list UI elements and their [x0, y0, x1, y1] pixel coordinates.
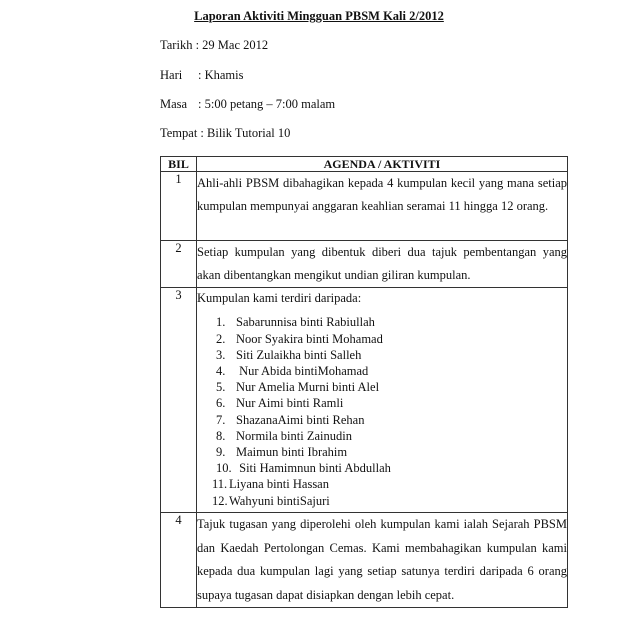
member-name: Maimun binti Ibrahim [236, 444, 348, 459]
list-item [216, 444, 567, 460]
member-name: Nur Aimi binti Ramli [236, 396, 344, 411]
row-text: Setiap kumpulan yang dibentuk diberi dua tajuk pembentangan yang akan dibentangkan mengikut undian giliran kumpulan. [197, 241, 568, 288]
meta-masa-label: Masa [160, 97, 188, 111]
meta-masa-value: : 5:00 petang – 7:00 malam [198, 97, 336, 111]
table-row [161, 288, 568, 513]
row-bil: 4 [161, 513, 197, 608]
member-number: 5. [216, 380, 226, 395]
row-members-cell [197, 288, 568, 513]
header-bil: BIL [161, 157, 197, 172]
member-number: 9. [216, 444, 226, 459]
member-number: 7. [216, 412, 226, 427]
member-name: Normila binti Zainudin [236, 428, 352, 443]
row-text: Tajuk tugasan yang diperolehi oleh kumpulan kami ialah Sejarah PBSM dan Kaedah Pertolongan Cemas. Kami membahagikan kumpulan kami kepada dua kumpulan lagi yang setiap satunya terdiri daripada 6 orang supaya tugasan dapat disiapkan dengan lebih cepat. [197, 513, 568, 608]
list-item [216, 314, 567, 330]
meta-tempat: Tempat : Bilik Tutorial 10 [160, 126, 291, 140]
meta-tarikh: Tarikh : 29 Mac 2012 [160, 38, 269, 52]
member-number: 12. [212, 493, 228, 508]
list-item [216, 363, 567, 379]
table-header-row [161, 157, 568, 172]
member-number: 6. [216, 396, 226, 411]
list-item [216, 428, 567, 444]
member-name: Sabarunnisa binti Rabiullah [236, 315, 375, 330]
list-item [216, 347, 567, 363]
row-text: Ahli-ahli PBSM dibahagikan kepada 4 kumpulan kecil yang mana setiap kumpulan mempunyai anggaran keahlian seramai 11 hingga 12 orang. [197, 172, 568, 241]
agenda-table [160, 156, 568, 608]
row-bil: 2 [161, 241, 197, 288]
list-item [212, 476, 567, 492]
list-item [216, 395, 567, 411]
member-number: 2. [216, 331, 226, 346]
member-name: Nur Amelia Murni binti Alel [236, 380, 380, 395]
list-item [216, 460, 567, 476]
list-item [216, 331, 567, 347]
member-name: Nur Abida bintiMohamad [236, 363, 369, 378]
row-bil: 3 [161, 288, 197, 513]
member-name: Noor Syakira binti Mohamad [236, 331, 383, 346]
table-row [161, 172, 568, 241]
member-number: 8. [216, 428, 226, 443]
meta-masa [160, 97, 335, 112]
meta-hari-label: Hari [160, 68, 183, 82]
table-row [161, 513, 568, 608]
member-list [197, 314, 567, 508]
member-number: 4. [216, 363, 226, 378]
meta-hari [160, 68, 243, 83]
member-number: 1. [216, 315, 226, 330]
list-item [216, 412, 567, 428]
row-bil: 1 [161, 172, 197, 241]
list-item [216, 379, 567, 395]
member-name: Wahyuni bintiSajuri [229, 493, 330, 508]
member-number: 11. [212, 477, 228, 492]
report-title: Laporan Aktiviti Mingguan PBSM Kali 2/2012 [194, 9, 444, 23]
member-name: Siti Zulaikha binti Salleh [236, 347, 362, 362]
member-name: ShazanaAimi binti Rehan [236, 412, 365, 427]
meta-hari-value: : Khamis [198, 68, 244, 82]
table-row [161, 241, 568, 288]
row-text: Kumpulan kami terdiri daripada: [197, 291, 362, 305]
member-number: 10. [216, 461, 232, 476]
member-name: Liyana binti Hassan [229, 477, 329, 492]
header-agenda: AGENDA / AKTIVITI [197, 157, 568, 172]
member-number: 3. [216, 347, 226, 362]
member-name: Siti Hamimnun binti Abdullah [236, 461, 391, 476]
list-item [212, 493, 567, 509]
